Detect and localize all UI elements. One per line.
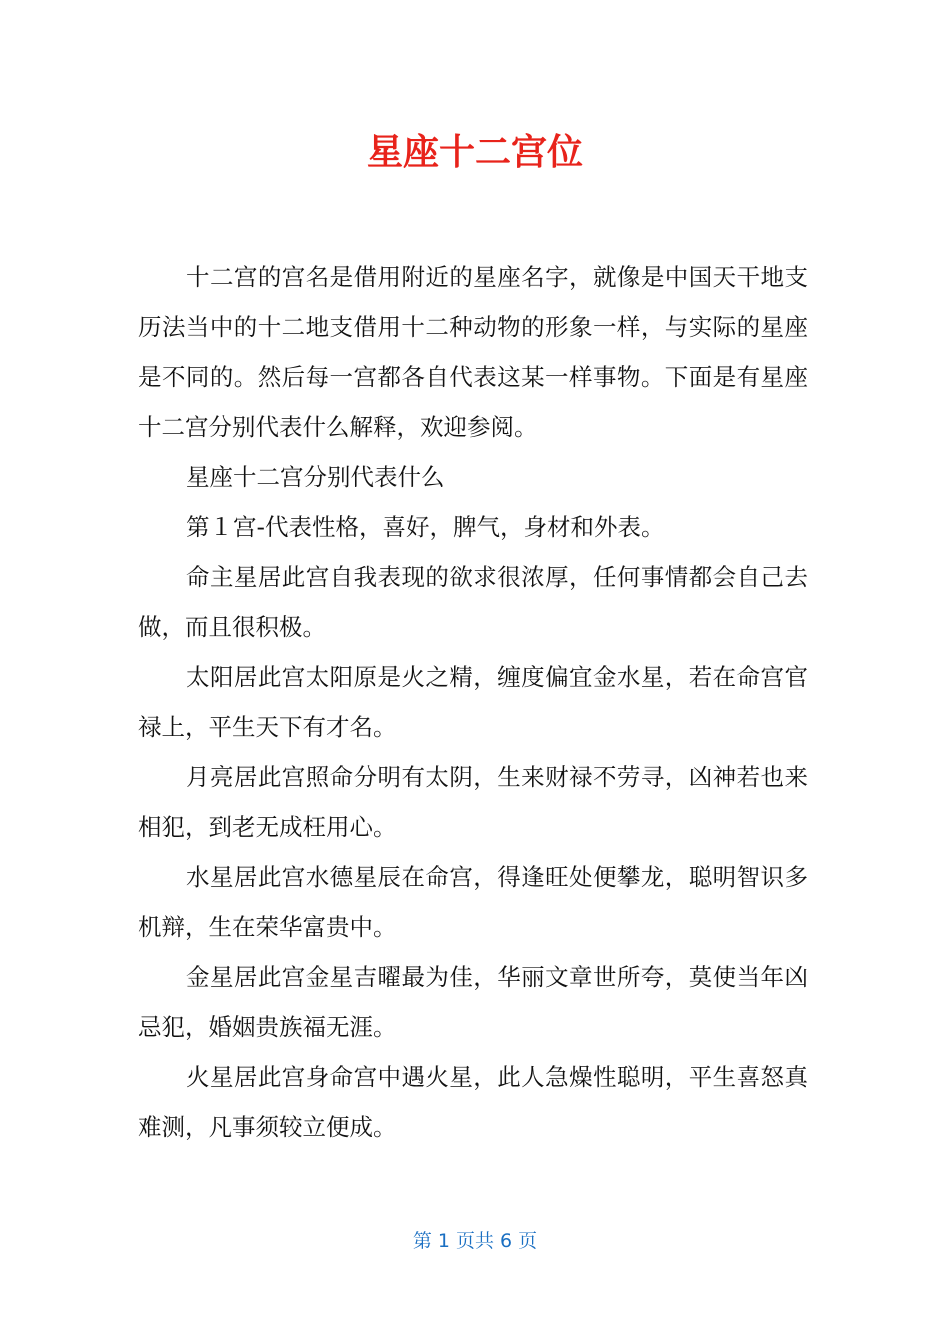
page-footer: 第 1 页共 6 页	[412, 1230, 538, 1252]
paragraph-mercury: 水星居此宫水德星辰在命宫，得逢旺处便攀龙，聪明智识多机辩，生在荣华富贵中。	[138, 863, 808, 941]
paragraph-mars: 火星居此宫身命宫中遇火星，此人急燥性聪明，平生喜怒真难测，凡事须较立便成。	[138, 1063, 808, 1141]
paragraph-venus: 金星居此宫金星吉曜最为佳，华丽文章世所夸，莫使当年凶忌犯，婚姻贵族福无涯。	[138, 963, 808, 1041]
document-body	[138, 252, 808, 1152]
paragraph-sun: 太阳居此宫太阳原是火之精，缠度偏宜金水星，若在命宫官禄上，平生天下有才名。	[138, 663, 808, 741]
paragraph-section-heading: 星座十二宫分别代表什么	[186, 463, 445, 491]
paragraph-intro: 十二宫的宫名是借用附近的星座名字，就像是中国天干地支历法当中的十二地支借用十二种动物的形象一样，与实际的星座是不同的。然后每一宫都各自代表这某一样事物。下面是有星座十二宫分别代表什么解释，欢迎参阅。	[138, 263, 808, 441]
paragraph-moon: 月亮居此宫照命分明有太阴，生来财禄不劳寻，凶神若也来相犯，到老无成枉用心。	[138, 763, 808, 841]
paragraph-ruler-star: 命主星居此宫自我表现的欲求很浓厚，任何事情都会自己去做，而且很积极。	[138, 563, 808, 641]
paragraph-house-1: 第１宫-代表性格，喜好，脾气，身材和外表。	[186, 513, 665, 541]
document-title: 星座十二宫位	[366, 132, 583, 173]
